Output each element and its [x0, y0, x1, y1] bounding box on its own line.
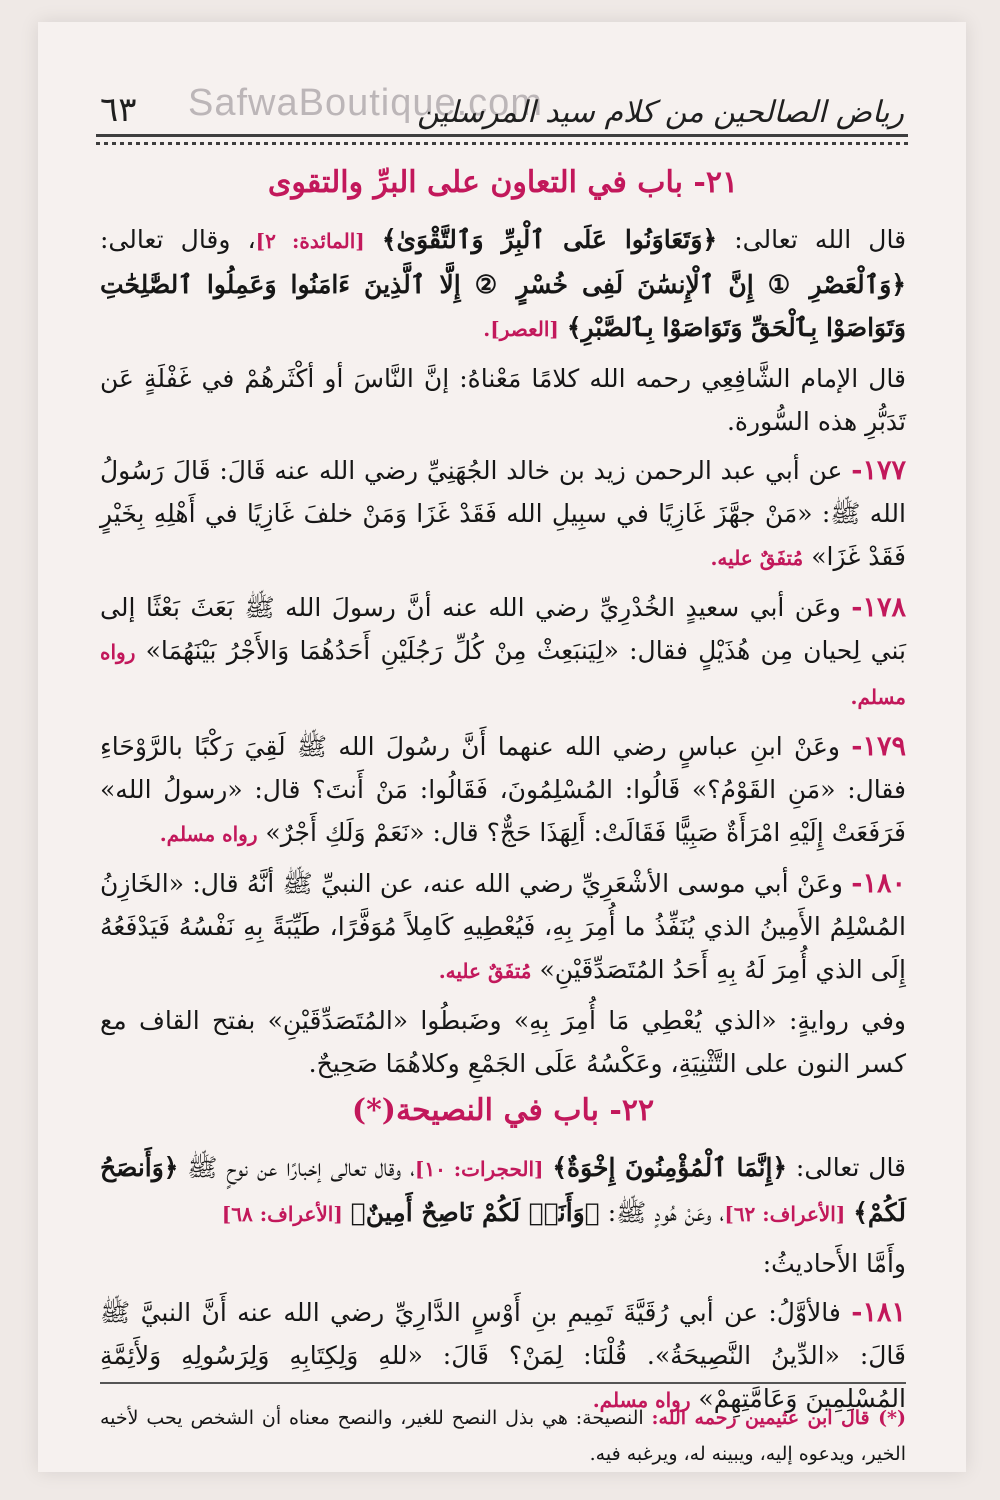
hadith-179	[100, 725, 906, 856]
verse: ﴿وَأَنصَحُ لَكُمْ﴾	[100, 1153, 906, 1227]
hadith-text: وعَنْ ابنِ عباسٍ رضي الله عنهما أَنَّ رسُولَ الله ﷺ لَقِيَ رَكْبًا بالرَّوْحَاءِ فقال: «مَنِ القَوْمُ؟» قَالُوا: المُسْلِمُونَ، فَقَالُوا: مَنْ أَنتَ؟ قال: «رسولُ الله» فَرَفَعَتْ إِلَيْهِ امْرَأَةٌ صَبِيًّا فَقَالَتْ: أَلِهَذَا حَجٌّ؟ قال: «نَعَمْ وَلَكِ أَجْرٌ»	[100, 732, 906, 847]
hadith-177	[100, 449, 906, 580]
hadith-text: وعَنْ أبي موسى الأشْعَرِيِّ رضي الله عنه، عن النبيِّ ﷺ أنَّهُ قال: «الخَازِنُ المُسْلِمُ الأَمِينُ الذي يُنَفِّذُ ما أُمِرَ بِهِ، فَيُعْطِيهِ كَامِلاً مُوَفَّرًا، طَيِّبَةً بِهِ نَفْسُهُ فَيَدْفَعُهُ إِلَى الذي أُمِرَ لَهُ بِهِ أَحَدُ المُتَصَدِّقَيْنِ»	[100, 869, 906, 984]
chapter-21-title: ٢١- باب في التعاون على البرِّ والتقوى	[267, 165, 739, 200]
verse: ﴿وَتَعَاوَنُوا عَلَى ٱلْبِرِّ وَٱلتَّقْوَىٰ﴾	[381, 225, 718, 254]
book-page	[38, 22, 966, 1472]
footnote-rule	[100, 1382, 906, 1384]
intro-text: قال تعالى:	[787, 1153, 907, 1182]
watermark: SafwaBoutique.com	[188, 82, 543, 124]
hadith-text: فالأوَّلُ: عن أبي رُقَيَّةَ تَمِيمِ بنِ أَوْسٍ الدَّارِيِّ رضي الله عنه أَنَّ النبيَّ ﷺ قَالَ: «الدِّينُ النَّصِيحَةُ». قُلْنَا: لِمَنْ؟ قَالَ: «للهِ وَلِكِتَابِهِ وَلِرَسُولِهِ وَلأَئِمَّةِ المُسْلِمِينَ وَعَامَّتِهِمْ»	[100, 1298, 906, 1413]
footnote-lead: (*) قال ابن عثيمين رحمه الله:	[651, 1407, 906, 1429]
verse: ﴿وَأَنَا۠ لَكُمْ نَاصِحٌ أَمِينٌ﴾	[350, 1198, 600, 1227]
hadith-178	[100, 586, 906, 719]
hadith-number: ١٧٨-	[851, 592, 906, 623]
intro-text: ، وعَنْ هُودٍ ﷺ:	[599, 1198, 725, 1227]
book-title: رياض الصالحين من كلام سيد المرسلين	[417, 95, 904, 130]
verse: ﴿وَٱلْعَصْرِ ① إِنَّ ٱلْإِنسَٰنَ لَفِى خُسْرٍ ② إِلَّا ٱلَّذِينَ ءَامَنُوا وَعَمِلُوا ٱلصَّٰلِحَٰتِ وَتَوَاصَوْا بِٱلْحَقِّ وَتَوَاصَوْا بِٱلصَّبْرِ﴾	[100, 270, 906, 342]
verse-reference: [العصر].	[483, 317, 559, 341]
page-body	[100, 157, 906, 1428]
footnote-text: النصيحة: هي بذل النصح للغير، والنصح معناه أن الشخص يحب لأخيه الخير، ويدعوه إليه، ويبينه له، ويرغبه فيه.	[100, 1407, 906, 1465]
hadith-number: ١٧٧-	[851, 455, 906, 486]
intro-text: قال الله تعالى:	[717, 225, 907, 254]
riwaya-note: وفي روايةٍ: «الذي يُعْطِي مَا أُمِرَ بِهِ» وضَبطُوا «المُتَصَدِّقَيْنِ» بفتح القاف مع كسر النون على التَّثْنِيَةِ، وعَكْسُهُ عَلَى الجَمْعِ وكلاهُمَا صَحِيحٌ.	[100, 1006, 906, 1078]
verse-reference: [المائدة: ٢]	[255, 229, 365, 253]
hadith-number: ١٧٩-	[851, 731, 906, 762]
chapter-22-title: ٢٢- باب في النصيحة(*)	[351, 1093, 655, 1128]
hadith-number: ١٨٠-	[851, 868, 906, 899]
chapter-21-intro	[100, 218, 906, 351]
hadith-source: مُتفَقٌ عليه.	[710, 546, 804, 570]
intro-text: ، وقال تعالى إخبارًا عن نوحٍ ﷺ	[178, 1153, 415, 1182]
hadith-number: ١٨١-	[851, 1297, 906, 1328]
footnote	[100, 1400, 906, 1472]
header-rule	[96, 134, 908, 147]
verse-reference: [الحجرات: ١٠]	[414, 1157, 544, 1181]
verse: ﴿إِنَّمَا ٱلْمُؤْمِنُونَ إِخْوَةٌ﴾	[552, 1153, 788, 1182]
hadith-180	[100, 862, 906, 993]
page-number: ٦٣	[100, 90, 137, 130]
chapter-22-intro	[100, 1146, 906, 1236]
hadith-source: رواه مسلم.	[159, 822, 258, 846]
hadith-text: وعَن أبي سعيدٍ الخُدْرِيِّ رضي الله عنه أنَّ رسولَ الله ﷺ بَعَثَ بَعْثًا إلى بَني لِحيان مِن هُذَيْلٍ فقال: «لِيَنبَعِثْ مِنْ كُلِّ رَجُلَيْنِ أَحَدُهُمَا وَالأَجْرُ بَيْنَهُمَا»	[100, 593, 906, 665]
verse-reference: [الأعراف: ٦٨]	[221, 1202, 343, 1226]
shafii-quote: قال الإمام الشَّافِعِي رحمه الله كلامًا مَعْناهُ: إنَّ النَّاسَ أو أكْثَرهُمْ في غَفْلَةٍ عَن تَدَبُّرِ هذه السُّورة.	[100, 364, 906, 436]
hadith-source: رواه مسلم.	[100, 640, 906, 709]
page-header	[100, 60, 904, 130]
hadith-text: عن أبي عبد الرحمن زيد بن خالد الجُهَنِيِّ رضي الله عنه قَالَ: قَالَ رَسُولُ الله ﷺ: «مَنْ جهَّزَ غَازِيًا في سبِيلِ الله فَقَدْ غَزَا وَمَنْ خلفَ غَازِيًا في أَهْلِهِ بِخَيْرٍ فَقَدْ غَزَا»	[100, 456, 906, 571]
hadith-source: رواه مسلم.	[592, 1388, 691, 1412]
intro-text: ، وقال تعالى:	[100, 225, 256, 254]
hadith-source: مُتفَقٌ عليه.	[438, 959, 532, 983]
ahadith-heading: وأَمَّا الأَحاديثُ:	[762, 1249, 906, 1278]
verse-reference: [الأعراف: ٦٢]	[724, 1202, 846, 1226]
